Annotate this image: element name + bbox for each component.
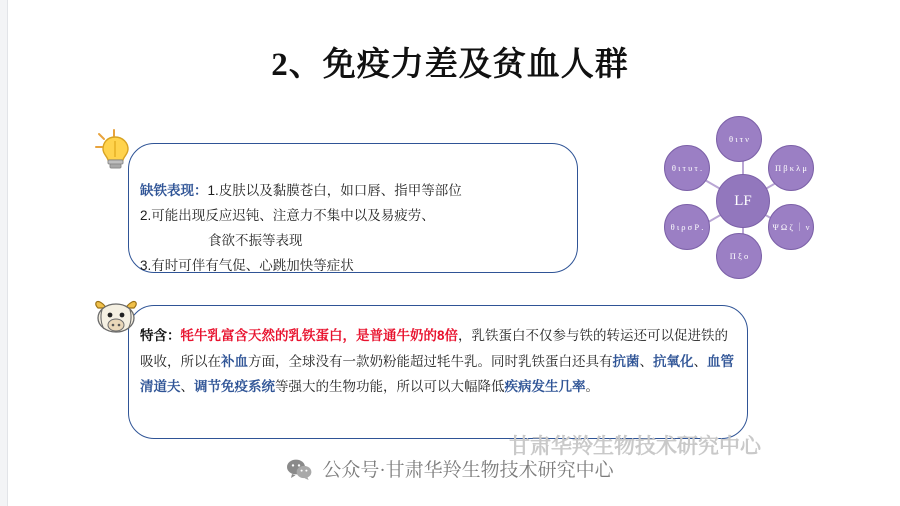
yak-icon: [90, 294, 142, 340]
card2-seg-6: 、: [693, 353, 707, 369]
card1-lead-label: 缺铁表现: [140, 183, 194, 198]
molecule-node: Π β κ λ μ: [768, 145, 814, 191]
card2-seg-3: 方面，全球没有一款奶粉能超过牦牛乳。: [248, 353, 491, 369]
card2-seg-8: 等强大的生: [275, 379, 343, 394]
features-text: [140, 323, 740, 400]
card2-blue-6: 疾病发生几率: [504, 379, 586, 394]
card2-blue-2: 抗菌: [612, 353, 640, 369]
card2-blue-4: 血管清道夫: [140, 353, 734, 394]
card1-line2b-wrap: [140, 228, 572, 253]
card2-seg-7: 、: [180, 379, 194, 394]
card1-line2b: 食欲不振等表现: [208, 233, 303, 248]
card2-blue-3: 抗氧化: [653, 353, 694, 369]
footer-bar: [0, 455, 900, 482]
card2-seg-2: 运还可以促进铁的吸收，所以在: [140, 328, 729, 369]
molecule-node: Π ξ ο: [716, 233, 762, 279]
lactoferrin-diagram: [618, 118, 868, 283]
card2-colon: ：: [167, 328, 181, 343]
card1-colon: ：: [194, 183, 208, 198]
card2-lead-label: 特含: [140, 328, 167, 343]
molecule-center-node: LF: [716, 174, 770, 228]
card2-seg-5: 、: [639, 353, 653, 369]
card2-seg-4: 同时乳铁蛋白还具有: [491, 353, 613, 369]
footer-text: 公众号·甘肃华羚生物技术研究中心: [322, 460, 614, 481]
molecule-node: θ ι τ ν: [716, 116, 762, 162]
card1-line3: 3.有时可伴有气促、心跳加快等症状: [140, 258, 354, 273]
card2-blue-5: 调节免疫系统: [194, 379, 275, 394]
molecule-node: Ψ Ω ζ ｜ ν: [768, 204, 814, 250]
iron-deficiency-text: [140, 178, 572, 278]
card2-blue-1: 补血: [221, 353, 248, 369]
card1-line2a: 2.可能出现反应迟钝、注意力不集中以及易疲劳、: [140, 208, 435, 223]
wechat-icon: [286, 458, 312, 480]
molecule-node: θ ι τ υ τ .: [664, 145, 710, 191]
card2-highlight-red: 牦牛乳富含天然的乳铁蛋白，是普通牛奶的8倍: [180, 328, 459, 343]
card2-seg-1: ，乳铁蛋白不仅参与铁的转: [458, 328, 621, 343]
page-title: 2、免疫力差及贫血人群: [271, 47, 629, 83]
lightbulb-icon: [92, 127, 138, 173]
molecule-node: θ ι ρ σ Ρ .: [664, 204, 710, 250]
card1-line1: 1.皮肤以及黏膜苍白，如口唇、指甲等部位: [207, 183, 462, 198]
card2-seg-9: 物功能，所以可以大幅降低: [342, 379, 505, 394]
card2-seg-10: 。: [585, 379, 599, 394]
watermark-text: 甘肃华羚生物技术研究中心: [509, 434, 761, 458]
